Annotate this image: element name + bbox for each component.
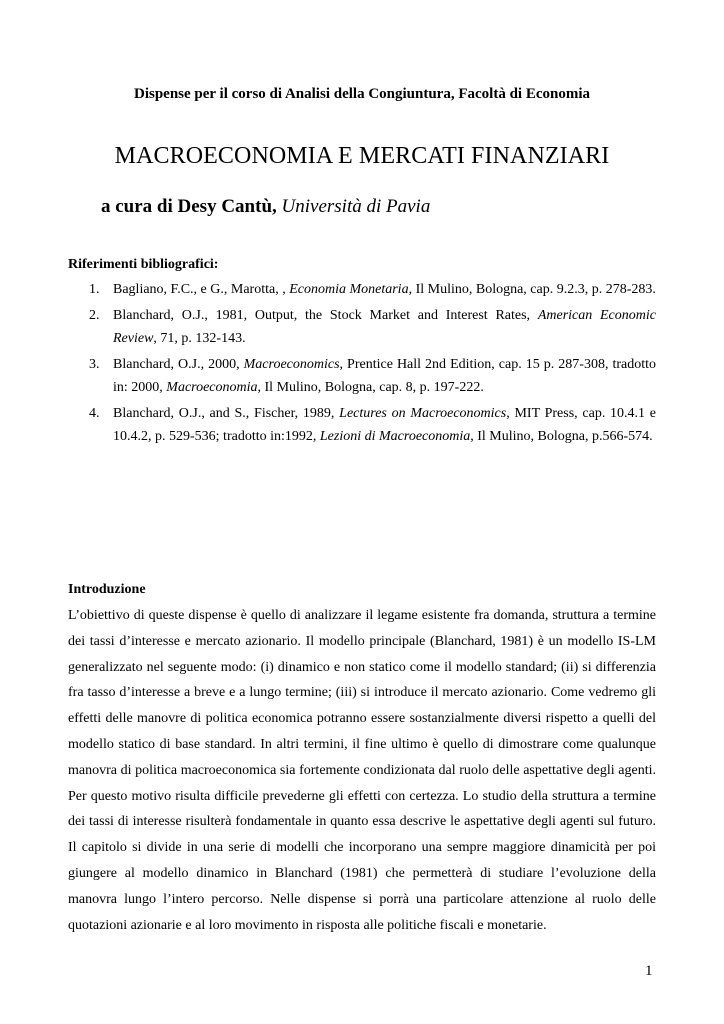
- reference-title: Economia Monetaria: [289, 282, 409, 297]
- reference-title: Macroeconomics: [243, 356, 340, 372]
- reference-text: Blanchard, O.J., 1981, Output, the Stock Market and Interest Rates,: [113, 307, 538, 323]
- references-heading: Riferimenti bibliografici:: [68, 257, 219, 272]
- reference-text: , Il Mulino, Bologna, p.566-574.: [470, 429, 653, 444]
- course-header: Dispense per il corso di Analisi della Congiuntura, Facoltà di Economia: [133, 86, 590, 102]
- introduction-heading: Introduzione: [68, 582, 146, 597]
- page-number: 1: [645, 963, 653, 979]
- reference-number: 2.: [89, 307, 100, 323]
- reference-text: , Il Mulino, Bologna, cap. 9.2.3, p. 278-283.: [408, 282, 656, 297]
- reference-item: [68, 304, 656, 351]
- reference-number: 3.: [89, 356, 100, 372]
- author-name: a cura di Desy Cantù,: [101, 196, 277, 217]
- reference-item: [68, 402, 656, 449]
- reference-text: , MIT Press, cap. 10.4.1 e 10.4.2, p. 529-536; tradotto in:1992,: [113, 405, 656, 444]
- reference-item: [68, 353, 656, 400]
- reference-number: 1.: [89, 282, 100, 297]
- reference-number: 4.: [89, 405, 100, 421]
- reference-title: American Economic Review: [113, 307, 656, 346]
- introduction-paragraph: L’obiettivo di queste dispense è quello di analizzare il legame esistente fra domanda, struttura a termine dei tassi d’interesse e mercato azionario. Il modello principale (Blanchard, 1981) è un modello IS-LM generalizzato nel seguente modo: (i) dinamico e non statico come il modello standard; (ii) si differenzia fra tasso d’interesse a breve e a lungo termine; (iii) si introduce il mercato azionario. Come vedremo gli effetti delle manovre di politica economica potranno essere sostanzialmente diversi rispetto a quelli del modello statico di base standard. In altri termini, il fine ultimo è quello di dimostrare come qualunque manovra di politica macroeconomica sia fortemente condizionata dal ruolo delle aspettative degli agenti. Per questo motivo risulta difficile prevederne gli effetti con certezza. Lo studio della struttura a termine dei tassi di interesse risulterà fondamentale in quanto essa descrive le aspettative degli agenti sul futuro. Il capitolo si divide in una serie di modelli che incorporano una sempre maggiore dinamicità per poi giungere al modello dinamico in Blanchard (1981) che permetterà di studiare l’evoluzione della manovra lungo l’intero percorso. Nelle dispense si porrà una particolare attenzione al ruolo delle quotazioni azionarie e al loro movimento in risposta alle politiche fiscali e monetarie.: [68, 608, 656, 933]
- author-affiliation: Università di Pavia: [281, 196, 431, 217]
- reference-text: , Prentice Hall 2nd Edition, cap. 15 p. 287-308, tradotto in: 2000,: [113, 356, 657, 395]
- reference-text: , Il Mulino, Bologna, cap. 8, p. 197-222.: [257, 380, 484, 395]
- reference-text: , 71, p. 132-143.: [153, 331, 246, 346]
- reference-title: Lezioni di Macroeconomia: [319, 429, 471, 444]
- references-list: [68, 278, 656, 451]
- reference-title: Macroeconomia: [166, 380, 258, 395]
- author-line: [101, 196, 430, 218]
- reference-text: Bagliano, F.C., e G., Marotta, ,: [113, 282, 290, 297]
- reference-text: Blanchard, O.J., 2000,: [113, 356, 244, 372]
- reference-title: Lectures on Macroeconomics: [339, 405, 507, 421]
- reference-item: [68, 278, 656, 302]
- document-title: MACROECONOMIA E MERCATI FINANZIARI: [114, 143, 610, 169]
- reference-text: Blanchard, O.J., and S., Fischer, 1989,: [113, 405, 340, 421]
